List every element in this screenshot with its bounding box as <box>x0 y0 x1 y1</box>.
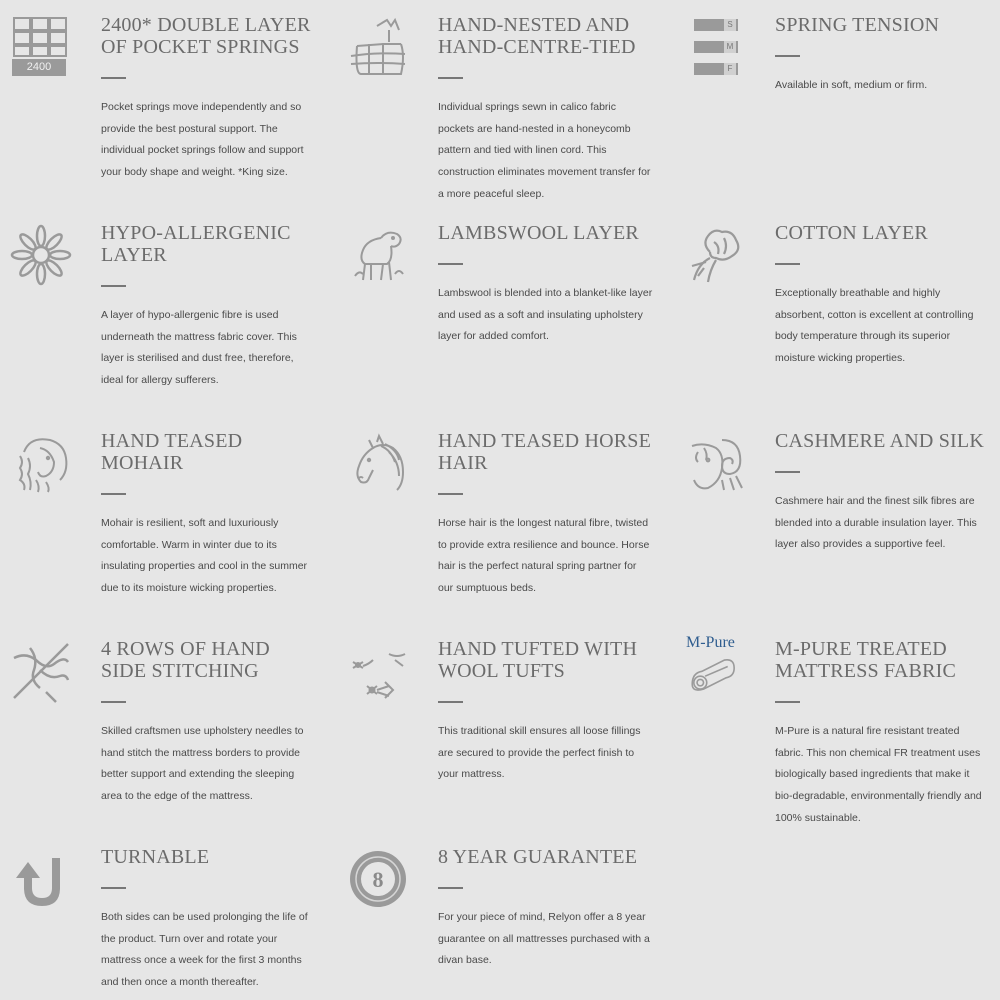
badge-2400: 2400 <box>12 59 66 76</box>
feature-description: Lambswool is blended into a blanket-like layer and used as a soft and insulating upholstery layer for added comfort. <box>438 287 653 343</box>
feature-title: SPRING TENSION <box>775 14 940 36</box>
m-pure-fabric-icon <box>686 634 752 704</box>
feature-description: Skilled craftsmen use upholstery needles to hand stitch the mattress borders to provide better support and extending the sleeping area to the edge of the mattress. <box>101 725 304 803</box>
feature-cotton <box>674 208 994 408</box>
title-rule <box>101 701 126 703</box>
horse-icon <box>345 430 411 496</box>
feature-title: HAND-NESTED AND HAND-CENTRE-TIED <box>438 14 636 58</box>
title-rule <box>775 263 800 265</box>
feature-description: Pocket springs move independently and so provide the best postural support. The individual pocket springs follow and support your body shape and weight. *King size. <box>101 101 304 179</box>
feature-guarantee <box>337 832 657 1000</box>
title-rule <box>101 887 126 889</box>
wool-tufts-icon <box>345 638 411 704</box>
feature-description: Exceptionally breathable and highly absorbent, cotton is excellent at controlling body temperature through its superior moisture wicking properties. <box>775 287 974 365</box>
title-rule <box>101 493 126 495</box>
title-rule <box>438 701 463 703</box>
title-rule <box>775 471 800 473</box>
feature-side-stitching <box>0 624 320 824</box>
m-pure-logo: M-Pure <box>686 634 735 651</box>
feature-cashmere-silk <box>674 416 994 616</box>
turn-arrow-icon <box>8 846 74 912</box>
feature-wool-tufts <box>337 624 657 824</box>
tension-firm-label: F <box>724 63 736 75</box>
feature-description: This traditional skill ensures all loose fillings are secured to provide the perfect finish to your mattress. <box>438 725 641 781</box>
feature-hypo-allergenic <box>0 208 320 408</box>
feature-description: Horse hair is the longest natural fibre, twisted to provide extra resilience and bounce. Horse hair is the perfect natural spring partner for our sumptuous beds. <box>438 517 650 595</box>
feature-title: COTTON LAYER <box>775 222 928 244</box>
feature-description: For your piece of mind, Relyon offer a 8 year guarantee on all mattresses purchased with a divan base. <box>438 911 650 967</box>
feature-horse-hair <box>337 416 657 616</box>
feature-title: 2400* DOUBLE LAYER OF POCKET SPRINGS <box>101 14 311 58</box>
feature-description: Cashmere hair and the finest silk fibres are blended into a durable insulation layer. This layer also provides a supportive feel. <box>775 495 977 551</box>
feature-title: HAND TEASED MOHAIR <box>101 430 243 474</box>
title-rule <box>101 285 126 287</box>
feature-description: M-Pure is a natural fire resistant treated fabric. This non chemical FR treatment uses biologically based ingredients that make it bio-degradable, environmentally friendly and 100% sustainable. <box>775 725 982 824</box>
feature-description: Available in soft, medium or firm. <box>775 79 928 91</box>
pocket-springs-icon <box>8 14 74 80</box>
feature-title: TURNABLE <box>101 846 210 868</box>
feature-spring-tension <box>674 0 994 200</box>
goat-icon <box>8 430 74 496</box>
feature-title: LAMBSWOOL LAYER <box>438 222 639 244</box>
feature-description: Individual springs sewn in calico fabric pockets are hand-nested in a honeycomb pattern and tied with linen cord. This construction eliminates movement transfer for a more peaceful sleep. <box>438 101 651 200</box>
title-rule <box>438 263 463 265</box>
guarantee-8-icon <box>345 846 411 912</box>
feature-m-pure <box>674 624 994 824</box>
feature-pocket-springs <box>0 0 320 200</box>
feature-title: M-PURE TREATED MATTRESS FABRIC <box>775 638 957 682</box>
title-rule <box>775 701 800 703</box>
feature-hand-nested <box>337 0 657 200</box>
feature-description: A layer of hypo-allergenic fibre is used underneath the mattress fabric cover. This layer is sterilised and dust free, therefore, ideal for allergy sufferers. <box>101 309 297 387</box>
feature-title: CASHMERE AND SILK <box>775 430 984 452</box>
feature-title: HAND TUFTED WITH WOOL TUFTS <box>438 638 638 682</box>
ram-icon <box>682 430 748 496</box>
title-rule <box>438 887 463 889</box>
feature-title: HAND TEASED HORSE HAIR <box>438 430 652 474</box>
tension-medium-label: M <box>724 41 736 53</box>
title-rule <box>438 493 463 495</box>
feature-description: Both sides can be used prolonging the life of the product. Turn over and rotate your mattress once a week for the first 3 months and then once a month thereafter. <box>101 911 308 989</box>
title-rule <box>438 77 463 79</box>
feature-turnable <box>0 832 320 1000</box>
title-rule <box>101 77 126 79</box>
spring-tension-icon <box>694 14 760 80</box>
hand-nested-springs-icon <box>345 14 411 80</box>
lamb-icon <box>345 222 411 288</box>
feature-description: Mohair is resilient, soft and luxuriously comfortable. Warm in winter due to its insulating properties and cool in the summer due to its moisture wicking properties. <box>101 517 308 595</box>
guarantee-badge-number: 8 <box>372 867 384 892</box>
needle-stitching-icon <box>8 638 74 704</box>
title-rule <box>775 55 800 57</box>
tension-soft-label: S <box>724 19 736 31</box>
feature-mohair <box>0 416 320 616</box>
feature-lambswool <box>337 208 657 408</box>
flower-icon <box>8 222 74 288</box>
feature-title: 8 YEAR GUARANTEE <box>438 846 638 868</box>
feature-title: 4 ROWS OF HAND SIDE STITCHING <box>101 638 270 682</box>
feature-title: HYPO-ALLERGENIC LAYER <box>101 222 291 266</box>
cotton-icon <box>682 222 748 288</box>
